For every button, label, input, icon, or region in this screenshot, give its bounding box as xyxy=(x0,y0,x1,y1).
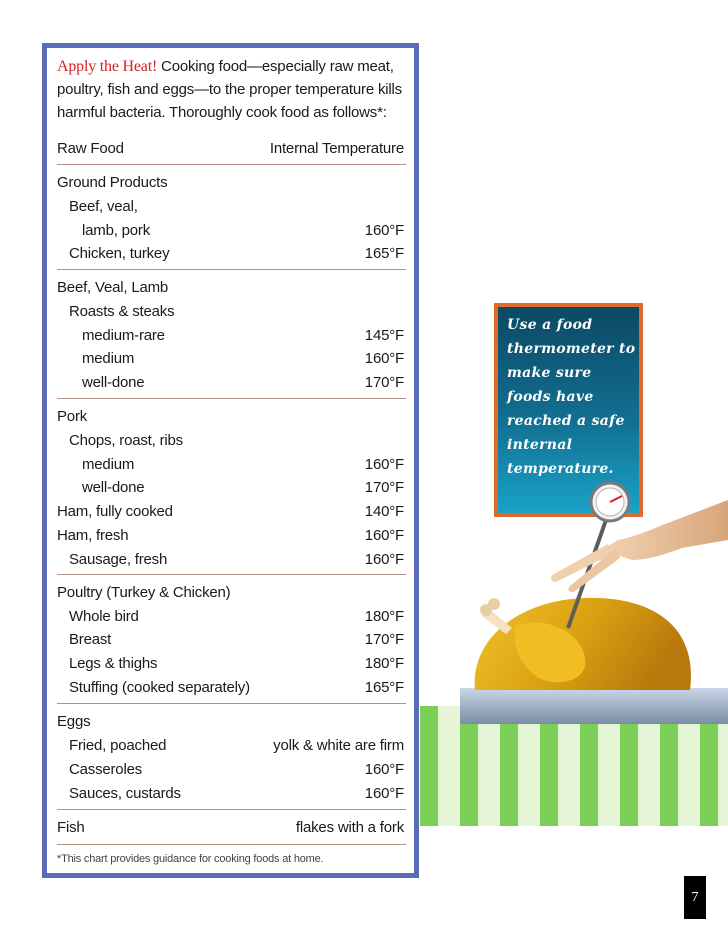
temp-value: 160°F xyxy=(364,350,404,367)
table-row xyxy=(57,677,404,699)
table-row xyxy=(57,301,404,323)
food-label: Poultry (Turkey & Chicken) xyxy=(57,584,231,601)
divider xyxy=(57,574,406,575)
food-label: medium xyxy=(82,350,135,367)
food-label: Sauces, custards xyxy=(69,785,181,802)
table-row xyxy=(57,372,404,394)
table-row xyxy=(57,525,404,547)
table-row xyxy=(57,759,404,781)
food-label: Ham, fully cooked xyxy=(57,503,173,520)
intro-paragraph xyxy=(57,55,407,124)
table-row xyxy=(57,582,404,604)
food-label: Chops, roast, ribs xyxy=(69,432,183,449)
food-label: Beef, Veal, Lamb xyxy=(57,279,169,296)
table-row xyxy=(57,172,404,194)
temp-value: 160°F xyxy=(364,761,404,778)
table-row xyxy=(57,220,404,242)
divider xyxy=(57,269,406,270)
serving-tray xyxy=(460,688,728,724)
table-row xyxy=(57,406,404,428)
food-label: Ham, fresh xyxy=(57,527,129,544)
table-row xyxy=(57,430,404,452)
table-row xyxy=(57,277,404,299)
table-row xyxy=(57,606,404,628)
header-internal-temperature: Internal Temperature xyxy=(269,140,404,157)
temp-value: 170°F xyxy=(364,631,404,648)
tip-text: Use a food thermometer to make sure foods have reached a safe internal temperature. xyxy=(507,317,636,477)
table-row xyxy=(57,549,404,571)
table-row xyxy=(57,711,404,733)
food-label: Sausage, fresh xyxy=(69,551,168,568)
food-label: Eggs xyxy=(57,713,91,730)
temp-value: 180°F xyxy=(364,655,404,672)
food-label: well-done xyxy=(82,479,145,496)
temp-value: 160°F xyxy=(364,527,404,544)
divider xyxy=(57,164,406,165)
table-row xyxy=(57,653,404,675)
temp-value: flakes with a fork xyxy=(295,819,404,836)
table-row xyxy=(57,243,404,265)
table-row xyxy=(57,325,404,347)
page-number: 7 xyxy=(684,876,706,919)
divider xyxy=(57,703,406,704)
turkey-body xyxy=(475,598,691,690)
intro-text: Cooking food—especially raw meat, poultry, fish and eggs—to the proper temperature kills harmful bacteria. Thoroughly cook food as follows*: xyxy=(57,58,402,121)
table-row xyxy=(57,196,404,218)
table-row xyxy=(57,501,404,523)
food-label: well-done xyxy=(82,374,145,391)
apply-heat-heading: Apply the Heat! xyxy=(57,58,158,75)
temp-value: 165°F xyxy=(364,245,404,262)
table-header xyxy=(57,138,404,160)
table-row xyxy=(57,348,404,370)
food-label: lamb, pork xyxy=(82,222,151,239)
food-label: Stuffing (cooked separately) xyxy=(69,679,250,696)
temp-value: 140°F xyxy=(364,503,404,520)
temp-value: 160°F xyxy=(364,222,404,239)
table-row xyxy=(57,783,404,805)
temp-value: 160°F xyxy=(364,456,404,473)
temp-value: 165°F xyxy=(364,679,404,696)
food-label: Fried, poached xyxy=(69,737,167,754)
temp-value: 170°F xyxy=(364,374,404,391)
food-label: Ground Products xyxy=(57,174,168,191)
temp-value: 145°F xyxy=(364,327,404,344)
divider xyxy=(57,398,406,399)
temp-value: 160°F xyxy=(364,551,404,568)
table-row xyxy=(57,454,404,476)
temp-value: 160°F xyxy=(364,785,404,802)
thermometer-dial-icon xyxy=(591,483,629,521)
food-label: Casseroles xyxy=(69,761,143,778)
food-label: Whole bird xyxy=(69,608,139,625)
food-label: Fish xyxy=(57,819,85,836)
food-label: Breast xyxy=(69,631,112,648)
food-label: Legs & thighs xyxy=(69,655,158,672)
table-row xyxy=(57,735,404,757)
temp-value: yolk & white are firm xyxy=(273,737,404,754)
temp-value: 180°F xyxy=(364,608,404,625)
table-row xyxy=(57,477,404,499)
table-row xyxy=(57,629,404,651)
food-label: medium-rare xyxy=(82,327,165,344)
food-label: Roasts & steaks xyxy=(69,303,175,320)
header-raw-food: Raw Food xyxy=(57,140,124,157)
food-label: medium xyxy=(82,456,135,473)
divider xyxy=(57,844,406,845)
food-label: Chicken, turkey xyxy=(69,245,170,262)
food-label: Pork xyxy=(57,408,88,425)
temp-value: 170°F xyxy=(364,479,404,496)
cooking-temperature-panel xyxy=(42,43,419,878)
turkey-illustration xyxy=(420,478,728,868)
footnote: *This chart provides guidance for cooking foods at home. xyxy=(57,853,324,865)
table-row xyxy=(57,817,404,839)
divider xyxy=(57,809,406,810)
food-label: Beef, veal, xyxy=(69,198,138,215)
